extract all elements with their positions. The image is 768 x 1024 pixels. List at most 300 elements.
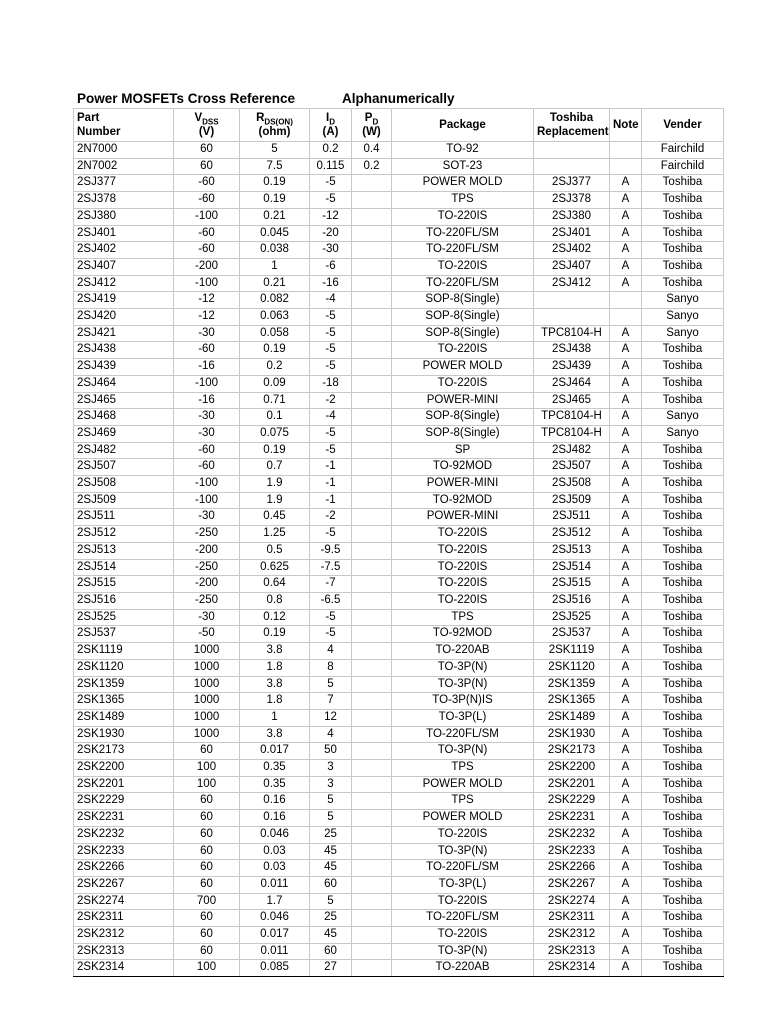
table-row [74, 342, 724, 359]
cell-rds-on: 0.038 [240, 242, 310, 259]
cell-toshiba-replacement: TPC8104-H [534, 325, 610, 342]
cell-pd [352, 876, 392, 893]
cell-vender: Toshiba [642, 693, 724, 710]
cell-vender: Toshiba [642, 826, 724, 843]
cell-id: -5 [310, 609, 352, 626]
cell-package: TO-3P(N)IS [392, 693, 534, 710]
cell-part-number: 2SK1365 [74, 693, 174, 710]
cell-toshiba-replacement: 2SJ514 [534, 559, 610, 576]
cell-package: POWER-MINI [392, 509, 534, 526]
cell-note: A [610, 175, 642, 192]
header-toshiba-replacement: Toshiba Replacement [534, 109, 610, 142]
cell-toshiba-replacement: 2SJ402 [534, 242, 610, 259]
cell-vdss: 1000 [174, 693, 240, 710]
cell-note: A [610, 693, 642, 710]
cell-rds-on: 0.45 [240, 509, 310, 526]
cell-part-number: 2SJ439 [74, 359, 174, 376]
cell-id: 7 [310, 693, 352, 710]
cell-pd [352, 810, 392, 827]
table-row [74, 309, 724, 326]
cell-rds-on: 0.1 [240, 409, 310, 426]
cell-package: TO-220IS [392, 893, 534, 910]
cell-note: A [610, 559, 642, 576]
cell-vdss: -250 [174, 592, 240, 609]
cell-part-number: 2SK2232 [74, 826, 174, 843]
cell-toshiba-replacement: 2SK1365 [534, 693, 610, 710]
cell-id: -5 [310, 442, 352, 459]
cell-part-number: 2SJ464 [74, 375, 174, 392]
cell-id: 12 [310, 709, 352, 726]
cell-id: 8 [310, 659, 352, 676]
cell-id: 5 [310, 793, 352, 810]
cell-package: TPS [392, 793, 534, 810]
cell-vdss: -200 [174, 576, 240, 593]
cell-vender: Toshiba [642, 626, 724, 643]
cell-vdss: 100 [174, 776, 240, 793]
cell-note: A [610, 476, 642, 493]
cell-part-number: 2SJ537 [74, 626, 174, 643]
cell-package: POWER-MINI [392, 392, 534, 409]
cell-toshiba-replacement: 2SJ508 [534, 476, 610, 493]
table-row [74, 592, 724, 609]
table-row [74, 776, 724, 793]
cell-pd [352, 309, 392, 326]
cell-toshiba-replacement: 2SK2266 [534, 860, 610, 877]
cell-id: -4 [310, 409, 352, 426]
cell-vender: Toshiba [642, 559, 724, 576]
cell-note: A [610, 542, 642, 559]
cell-id: 0.115 [310, 158, 352, 175]
cell-pd [352, 292, 392, 309]
cell-toshiba-replacement: 2SJ438 [534, 342, 610, 359]
table-row [74, 142, 724, 159]
cell-vender: Toshiba [642, 175, 724, 192]
cell-pd [352, 542, 392, 559]
table-row [74, 192, 724, 209]
cell-vender: Toshiba [642, 726, 724, 743]
cell-vdss: -200 [174, 258, 240, 275]
table-row [74, 659, 724, 676]
cell-vdss: -60 [174, 192, 240, 209]
table-row [74, 609, 724, 626]
cell-package: POWER MOLD [392, 175, 534, 192]
cell-vender: Sanyo [642, 425, 724, 442]
cell-vender: Toshiba [642, 208, 724, 225]
cell-note: A [610, 509, 642, 526]
cell-vender: Toshiba [642, 893, 724, 910]
cell-pd [352, 676, 392, 693]
cell-rds-on: 0.35 [240, 760, 310, 777]
cell-part-number: 2SJ507 [74, 459, 174, 476]
cell-part-number: 2SJ482 [74, 442, 174, 459]
cell-vender: Toshiba [642, 743, 724, 760]
cell-package: TPS [392, 760, 534, 777]
cell-toshiba-replacement: TPC8104-H [534, 425, 610, 442]
table-row [74, 826, 724, 843]
cell-vdss: 60 [174, 843, 240, 860]
table-row [74, 158, 724, 175]
cell-vdss: 60 [174, 158, 240, 175]
table-row [74, 643, 724, 660]
cell-vender: Toshiba [642, 793, 724, 810]
cell-pd: 0.2 [352, 158, 392, 175]
table-row [74, 943, 724, 960]
cell-toshiba-replacement: 2SJ401 [534, 225, 610, 242]
cell-pd [352, 509, 392, 526]
cell-id: -5 [310, 192, 352, 209]
cell-package: TO-3P(N) [392, 659, 534, 676]
cell-rds-on: 0.03 [240, 843, 310, 860]
cell-id: -5 [310, 175, 352, 192]
cell-note: A [610, 626, 642, 643]
cell-package: POWER MOLD [392, 776, 534, 793]
cell-vdss: 60 [174, 743, 240, 760]
cell-package: TO-220IS [392, 559, 534, 576]
header-pd: $P_D$ (W) [352, 109, 392, 142]
cell-vender: Toshiba [642, 526, 724, 543]
cell-pd [352, 927, 392, 944]
cell-pd [352, 743, 392, 760]
cell-note: A [610, 192, 642, 209]
cell-vdss: 700 [174, 893, 240, 910]
cell-vender: Fairchild [642, 158, 724, 175]
cell-part-number: 2SJ515 [74, 576, 174, 593]
header-id: $I_D$ (A) [310, 109, 352, 142]
cell-id: 3 [310, 760, 352, 777]
cell-id: -20 [310, 225, 352, 242]
cell-part-number: 2SJ420 [74, 309, 174, 326]
cell-toshiba-replacement: 2SK2232 [534, 826, 610, 843]
cell-id: -6.5 [310, 592, 352, 609]
cell-note: A [610, 676, 642, 693]
cell-package: TO-220FL/SM [392, 242, 534, 259]
cell-part-number: 2SJ438 [74, 342, 174, 359]
cell-package: TO-220FL/SM [392, 726, 534, 743]
table-row [74, 810, 724, 827]
cell-pd [352, 242, 392, 259]
cell-vender: Toshiba [642, 676, 724, 693]
cell-rds-on: 1.8 [240, 659, 310, 676]
cell-vender: Sanyo [642, 309, 724, 326]
cell-id: 0.2 [310, 142, 352, 159]
cell-note: A [610, 375, 642, 392]
cell-part-number: 2SK2266 [74, 860, 174, 877]
table-row [74, 743, 724, 760]
cell-pd [352, 392, 392, 409]
cell-part-number: 2SJ402 [74, 242, 174, 259]
cell-package: POWER MOLD [392, 359, 534, 376]
cell-vdss: 60 [174, 142, 240, 159]
cell-rds-on: 0.5 [240, 542, 310, 559]
cell-id: -7.5 [310, 559, 352, 576]
cell-pd [352, 375, 392, 392]
cell-vdss: 1000 [174, 676, 240, 693]
cell-note: A [610, 893, 642, 910]
cell-package: TO-220FL/SM [392, 275, 534, 292]
cell-id: -5 [310, 342, 352, 359]
cell-vender: Toshiba [642, 258, 724, 275]
cell-note: A [610, 492, 642, 509]
cell-vender: Sanyo [642, 409, 724, 426]
cell-note: A [610, 760, 642, 777]
cell-id: 60 [310, 876, 352, 893]
cell-part-number: 2N7002 [74, 158, 174, 175]
cell-package: TPS [392, 609, 534, 626]
cell-id: -18 [310, 375, 352, 392]
table-row [74, 409, 724, 426]
cell-vender: Sanyo [642, 292, 724, 309]
cell-part-number: 2SJ508 [74, 476, 174, 493]
cell-rds-on: 0.19 [240, 175, 310, 192]
cell-package: TO-92 [392, 142, 534, 159]
cell-rds-on: 0.19 [240, 626, 310, 643]
cell-note: A [610, 392, 642, 409]
table-row [74, 225, 724, 242]
cell-id: 4 [310, 726, 352, 743]
cell-vdss: 60 [174, 793, 240, 810]
cell-id: -4 [310, 292, 352, 309]
cell-package: SOT-23 [392, 158, 534, 175]
cell-part-number: 2SJ514 [74, 559, 174, 576]
cell-package: POWER MOLD [392, 810, 534, 827]
cell-vdss: -100 [174, 476, 240, 493]
cell-note: A [610, 359, 642, 376]
cell-pd [352, 409, 392, 426]
table-row [74, 526, 724, 543]
cell-part-number: 2SJ401 [74, 225, 174, 242]
cell-toshiba-replacement: 2SK2173 [534, 743, 610, 760]
cell-package: SOP-8(Single) [392, 325, 534, 342]
cell-note: A [610, 860, 642, 877]
header-part-number: Part Number [74, 109, 174, 142]
cell-pd [352, 843, 392, 860]
cell-toshiba-replacement: 2SJ512 [534, 526, 610, 543]
cell-vender: Toshiba [642, 242, 724, 259]
cell-vender: Toshiba [642, 192, 724, 209]
cell-toshiba-replacement: 2SK2229 [534, 793, 610, 810]
cell-package: TO-220IS [392, 826, 534, 843]
cell-id: 3 [310, 776, 352, 793]
cell-vender: Toshiba [642, 960, 724, 977]
cell-id: 5 [310, 676, 352, 693]
cell-vdss: 60 [174, 943, 240, 960]
cell-note: A [610, 609, 642, 626]
cell-vdss: 1000 [174, 659, 240, 676]
cell-id: -2 [310, 392, 352, 409]
header-note: Note [610, 109, 642, 142]
cell-part-number: 2SJ377 [74, 175, 174, 192]
cell-toshiba-replacement: 2SJ412 [534, 275, 610, 292]
cell-vdss: -30 [174, 425, 240, 442]
cell-package: TO-92MOD [392, 492, 534, 509]
cell-vdss: 60 [174, 810, 240, 827]
table-row [74, 325, 724, 342]
cell-vender: Toshiba [642, 643, 724, 660]
cell-note: A [610, 425, 642, 442]
cell-toshiba-replacement: 2SJ378 [534, 192, 610, 209]
cell-pd [352, 960, 392, 977]
cell-id: -1 [310, 459, 352, 476]
cell-vender: Toshiba [642, 609, 724, 626]
cell-rds-on: 1 [240, 258, 310, 275]
table-row [74, 275, 724, 292]
cell-package: TO-3P(L) [392, 709, 534, 726]
cell-id: -1 [310, 476, 352, 493]
cell-package: TO-220IS [392, 526, 534, 543]
cell-rds-on: 0.21 [240, 275, 310, 292]
cell-pd [352, 592, 392, 609]
cell-toshiba-replacement: 2SK1930 [534, 726, 610, 743]
cell-toshiba-replacement: 2SK2312 [534, 927, 610, 944]
table-row [74, 626, 724, 643]
cell-part-number: 2SJ380 [74, 208, 174, 225]
cell-toshiba-replacement: 2SJ513 [534, 542, 610, 559]
table-row [74, 927, 724, 944]
cell-part-number: 2SK2314 [74, 960, 174, 977]
cell-rds-on: 7.5 [240, 158, 310, 175]
cell-toshiba-replacement: 2SK2233 [534, 843, 610, 860]
table-row [74, 960, 724, 977]
cell-vdss: 60 [174, 876, 240, 893]
table-row [74, 542, 724, 559]
cell-rds-on: 1.9 [240, 476, 310, 493]
cell-rds-on: 0.16 [240, 810, 310, 827]
cell-rds-on: 0.011 [240, 876, 310, 893]
cell-toshiba-replacement [534, 142, 610, 159]
cell-id: -9.5 [310, 542, 352, 559]
cell-pd [352, 359, 392, 376]
cell-vender: Sanyo [642, 325, 724, 342]
cell-toshiba-replacement: 2SJ525 [534, 609, 610, 626]
cell-pd [352, 760, 392, 777]
table-row [74, 559, 724, 576]
cell-rds-on: 3.8 [240, 676, 310, 693]
table-row [74, 476, 724, 493]
cell-part-number: 2SJ525 [74, 609, 174, 626]
cell-id: 45 [310, 860, 352, 877]
cell-package: SOP-8(Single) [392, 292, 534, 309]
cell-rds-on: 0.017 [240, 743, 310, 760]
cell-vdss: -100 [174, 208, 240, 225]
cell-toshiba-replacement: 2SK2313 [534, 943, 610, 960]
cell-note: A [610, 643, 642, 660]
cell-pd [352, 275, 392, 292]
cell-vender: Toshiba [642, 709, 724, 726]
cell-pd [352, 342, 392, 359]
cell-note: A [610, 843, 642, 860]
cross-reference-table [73, 108, 724, 977]
header-package: Package [392, 109, 534, 142]
cell-note: A [610, 910, 642, 927]
cell-toshiba-replacement: 2SK2201 [534, 776, 610, 793]
cell-rds-on: 0.19 [240, 342, 310, 359]
cell-pd [352, 693, 392, 710]
cell-note: A [610, 459, 642, 476]
cell-part-number: 2SJ513 [74, 542, 174, 559]
cell-rds-on: 0.21 [240, 208, 310, 225]
table-row [74, 793, 724, 810]
cell-package: TO-3P(L) [392, 876, 534, 893]
cell-rds-on: 0.017 [240, 927, 310, 944]
cell-vender: Toshiba [642, 492, 724, 509]
page-subtitle: Alphanumerically [342, 91, 455, 106]
cell-package: TO-220IS [392, 258, 534, 275]
cell-note [610, 292, 642, 309]
cell-part-number: 2SK2229 [74, 793, 174, 810]
cell-vdss: 100 [174, 760, 240, 777]
cell-rds-on: 0.7 [240, 459, 310, 476]
table-row [74, 760, 724, 777]
cell-package: TO-220IS [392, 342, 534, 359]
cell-note: A [610, 576, 642, 593]
cell-toshiba-replacement: 2SJ465 [534, 392, 610, 409]
cell-pd [352, 709, 392, 726]
cell-vdss: -60 [174, 459, 240, 476]
cell-toshiba-replacement: 2SJ509 [534, 492, 610, 509]
cell-part-number: 2SJ512 [74, 526, 174, 543]
cell-toshiba-replacement: 2SJ464 [534, 375, 610, 392]
cell-part-number: 2SK2231 [74, 810, 174, 827]
cell-vdss: -50 [174, 626, 240, 643]
cell-rds-on: 0.063 [240, 309, 310, 326]
cell-note: A [610, 826, 642, 843]
cell-note: A [610, 793, 642, 810]
table-row [74, 375, 724, 392]
cell-package: TO-220IS [392, 592, 534, 609]
cell-package: TO-3P(N) [392, 676, 534, 693]
cell-package: TO-220IS [392, 375, 534, 392]
cell-vdss: 60 [174, 910, 240, 927]
cell-part-number: 2SK1930 [74, 726, 174, 743]
cell-note: A [610, 659, 642, 676]
cell-toshiba-replacement: 2SK1120 [534, 659, 610, 676]
cell-toshiba-replacement: 2SK1359 [534, 676, 610, 693]
cell-vdss: -12 [174, 309, 240, 326]
cell-package: TO-220AB [392, 643, 534, 660]
cell-id: -5 [310, 309, 352, 326]
cell-part-number: 2SK2200 [74, 760, 174, 777]
cell-package: POWER-MINI [392, 476, 534, 493]
cell-vdss: -250 [174, 559, 240, 576]
cell-rds-on: 0.16 [240, 793, 310, 810]
table-row [74, 843, 724, 860]
cell-pd [352, 943, 392, 960]
cell-note: A [610, 943, 642, 960]
cell-vender: Toshiba [642, 860, 724, 877]
cell-pd [352, 643, 392, 660]
cell-id: 45 [310, 843, 352, 860]
cell-toshiba-replacement: 2SJ407 [534, 258, 610, 275]
cell-toshiba-replacement: 2SK2231 [534, 810, 610, 827]
cell-note: A [610, 743, 642, 760]
cell-id: -5 [310, 526, 352, 543]
cell-part-number: 2SJ509 [74, 492, 174, 509]
cell-vender: Toshiba [642, 876, 724, 893]
cell-part-number: 2SK2201 [74, 776, 174, 793]
cell-package: SOP-8(Single) [392, 409, 534, 426]
cell-note: A [610, 342, 642, 359]
cell-pd [352, 860, 392, 877]
cell-vender: Toshiba [642, 760, 724, 777]
cell-note: A [610, 275, 642, 292]
cell-vender: Toshiba [642, 659, 724, 676]
cell-part-number: 2SJ419 [74, 292, 174, 309]
cell-vender: Toshiba [642, 776, 724, 793]
cell-package: SP [392, 442, 534, 459]
header-vender: Vender [642, 109, 724, 142]
cell-vdss: -250 [174, 526, 240, 543]
cell-rds-on: 0.71 [240, 392, 310, 409]
